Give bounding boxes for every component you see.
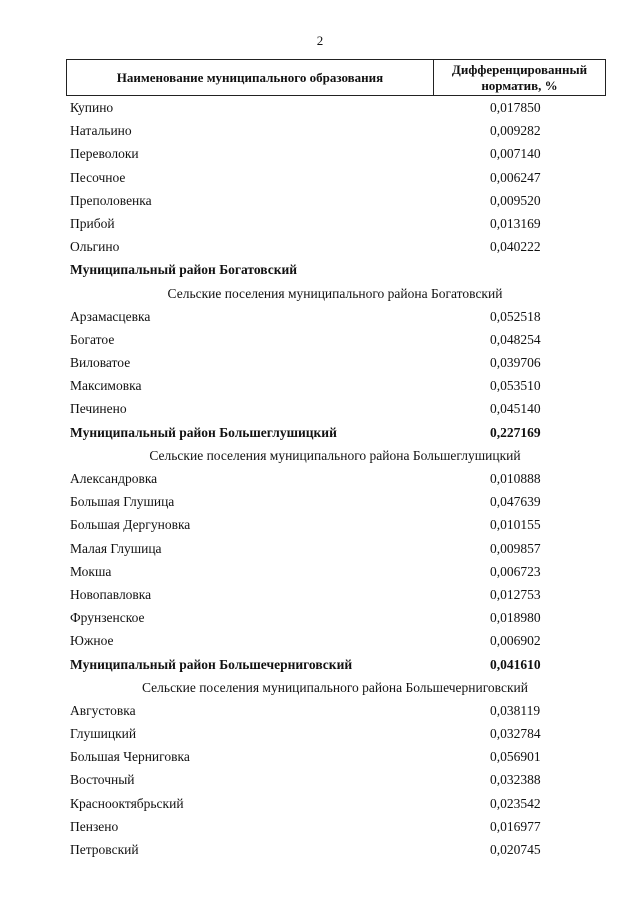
table-row [0, 397, 640, 420]
table-row [0, 792, 640, 815]
norm-value: 0,047639 [490, 494, 541, 510]
table-header [66, 59, 606, 96]
table-row [0, 119, 640, 142]
table-row [0, 96, 640, 119]
municipality-name: Краснооктябрьский [70, 795, 184, 811]
table-row [0, 815, 640, 838]
column-header-norm [434, 60, 605, 95]
municipality-name: Александровка [70, 471, 158, 486]
norm-value: 0,023542 [490, 795, 541, 811]
municipality-name: Песочное [70, 169, 126, 185]
table-row [0, 189, 640, 212]
table-row [0, 560, 640, 583]
section-subheader: Сельские поселения муниципального района Богатовский [167, 285, 503, 301]
municipality-name: Муниципальный район Богатовский [70, 262, 298, 278]
column-header-norm-line2: норматив, % [481, 77, 558, 93]
norm-value: 0,038119 [490, 702, 541, 718]
municipality-name: Фрунзенское [70, 610, 145, 626]
table-row [0, 745, 640, 768]
municipality-name: Прибой [70, 215, 115, 231]
table-row [0, 212, 640, 235]
municipality-name: Петровский [70, 842, 139, 857]
municipality-name: Малая Глушица [70, 540, 162, 556]
table-row [0, 142, 640, 165]
section-subheader: Сельские поселения муниципального района Большеглушицкий [149, 447, 521, 463]
section-subheader: Сельские поселения муниципального района Большечерниговский [142, 679, 528, 695]
norm-value: 0,052518 [490, 308, 541, 324]
norm-value: 0,227169 [490, 424, 541, 440]
table-row [0, 166, 640, 189]
column-header-norm-line1: Дифференцированный [451, 61, 588, 77]
table-row [0, 768, 640, 791]
municipality-name: Натальино [70, 123, 132, 139]
municipality-name: Печинено [70, 401, 127, 417]
table-row [0, 374, 640, 397]
municipality-name: Муниципальный район Большеглушицкий [70, 424, 337, 440]
district-row [0, 421, 640, 444]
norm-value: 0,018980 [490, 610, 541, 626]
norm-value: 0,009282 [490, 123, 541, 139]
municipality-name: Глушицкий [70, 726, 137, 742]
table-row [0, 629, 640, 652]
norm-value: 0,007140 [490, 146, 541, 162]
page-number: 2 [316, 33, 324, 48]
municipality-name: Мокша [70, 563, 112, 579]
district-row [0, 653, 640, 676]
norm-value: 0,040222 [490, 239, 541, 255]
municipality-name: Преполовенка [70, 192, 152, 208]
norm-value: 0,010888 [490, 471, 541, 486]
norm-value: 0,053510 [490, 378, 541, 394]
norm-value: 0,013169 [490, 215, 541, 231]
norm-value: 0,017850 [490, 100, 541, 115]
table-row [0, 838, 640, 861]
norm-value: 0,041610 [490, 656, 541, 672]
table-row [0, 305, 640, 328]
table-row [0, 699, 640, 722]
table-row [0, 490, 640, 513]
norm-value: 0,010155 [490, 517, 541, 533]
table-body [0, 96, 640, 861]
municipality-name: Муниципальный район Большечерниговский [70, 656, 353, 672]
municipality-name: Богатое [70, 331, 115, 347]
municipality-name: Купино [70, 100, 114, 115]
norm-value: 0,045140 [490, 401, 541, 417]
norm-value: 0,009520 [490, 192, 541, 208]
municipality-name: Большая Дергуновка [70, 517, 191, 533]
table-row [0, 351, 640, 374]
norm-value: 0,020745 [490, 842, 541, 857]
norm-value: 0,039706 [490, 355, 541, 371]
norm-value: 0,048254 [490, 331, 541, 347]
table-row [0, 513, 640, 536]
municipality-name: Восточный [70, 772, 135, 788]
table-row [0, 467, 640, 490]
column-header-name: Наименование муниципального образования [67, 60, 434, 95]
municipality-name: Августовка [70, 702, 136, 718]
table-row [0, 583, 640, 606]
norm-value: 0,056901 [490, 749, 541, 765]
municipality-name: Виловатое [70, 355, 131, 371]
municipality-name: Переволоки [70, 146, 139, 162]
section-subheader-row [0, 676, 640, 699]
table-row [0, 537, 640, 560]
municipality-name: Максимовка [70, 378, 142, 394]
norm-value: 0,006902 [490, 633, 541, 649]
section-subheader-row [0, 444, 640, 467]
table-row [0, 328, 640, 351]
norm-value: 0,009857 [490, 540, 541, 556]
district-row [0, 258, 640, 281]
norm-value: 0,032784 [490, 726, 541, 742]
municipality-name: Южное [70, 633, 114, 649]
norm-value: 0,032388 [490, 772, 541, 788]
norm-value: 0,006723 [490, 563, 541, 579]
municipality-name: Новопавловка [70, 586, 152, 602]
table-row [0, 235, 640, 258]
municipality-name: Ольгино [70, 239, 120, 255]
norm-value: 0,016977 [490, 818, 541, 834]
norm-value: 0,012753 [490, 586, 541, 602]
norm-value: 0,006247 [490, 169, 541, 185]
table-row [0, 722, 640, 745]
municipality-name: Пензено [70, 818, 119, 834]
municipality-name: Большая Глушица [70, 494, 175, 510]
municipality-name: Большая Черниговка [70, 749, 190, 765]
section-subheader-row [0, 282, 640, 305]
table-row [0, 606, 640, 629]
municipality-name: Арзамасцевка [70, 308, 151, 324]
